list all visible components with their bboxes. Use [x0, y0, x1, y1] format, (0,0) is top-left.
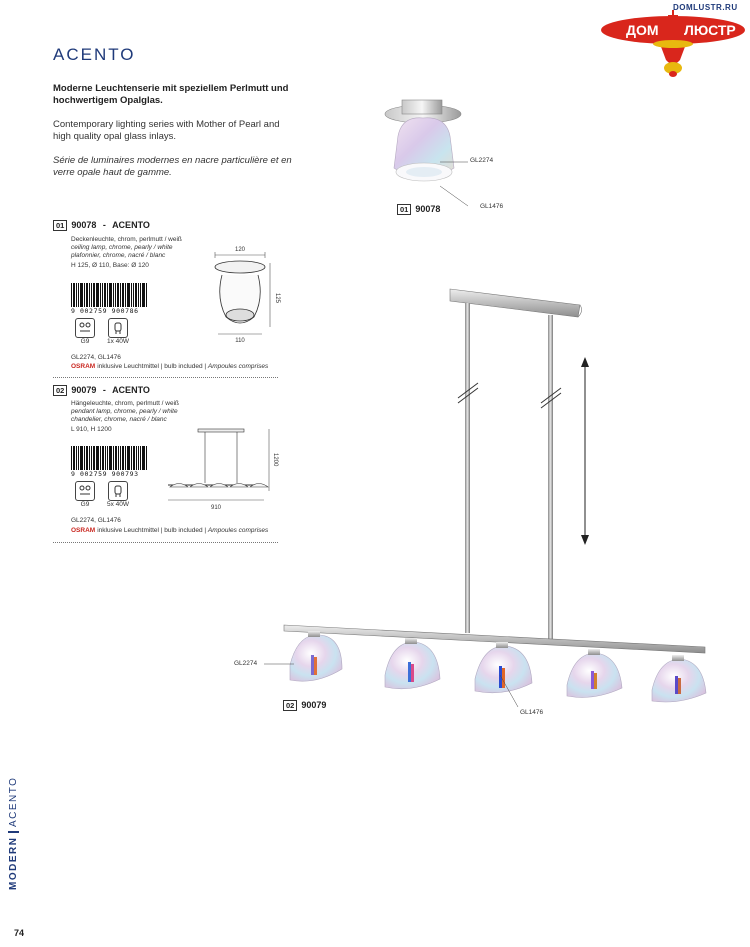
g9-socket-icon — [75, 318, 95, 338]
product-code: 90079 — [71, 385, 97, 395]
desc-fr: plafonnier, chrome, nacré / blanc — [71, 252, 166, 259]
dim-top-label: 120 — [234, 247, 246, 253]
osram-brand: OSRAM — [71, 363, 96, 370]
intro-german: Moderne Leuchtenserie mit speziellem Perlmutt und hochwertigem Opalglas. — [53, 83, 289, 106]
g9-socket-icon — [75, 481, 95, 501]
photo-code: 90079 — [301, 700, 327, 710]
glass-codes: GL2274, GL1476 — [71, 517, 121, 524]
desc-en: ceiling lamp, chrome, pearly / white — [71, 244, 173, 251]
sidebar-section-label — [8, 777, 19, 890]
osram-brand: OSRAM — [71, 527, 96, 534]
product-number-badge: 01 — [53, 220, 67, 231]
glass-codes: GL2274, GL1476 — [71, 354, 121, 361]
dim-side-label: 125 — [274, 293, 280, 304]
shade-5 — [652, 655, 706, 702]
product-block-01 — [53, 220, 278, 231]
product-heading — [53, 220, 278, 231]
dim-side-label: 1200 — [272, 453, 278, 467]
product-block-02 — [53, 385, 278, 396]
logo-site-url: DOMLUSTR.RU — [673, 3, 738, 12]
shade-4 — [567, 649, 622, 697]
osram-note: OSRAM inklusive Leuchtmittel | bulb included | Ampoules comprises — [71, 363, 269, 370]
socket-label: G9 — [80, 501, 90, 508]
barcode-02 — [71, 442, 148, 478]
divider — [53, 377, 278, 378]
product-name: ACENTO — [112, 385, 150, 395]
logo-word-2: ЛЮСТР — [684, 22, 736, 38]
bulb-label: 1x 40W — [106, 338, 130, 345]
heading-separator: - — [102, 385, 106, 395]
osram-note: OSRAM inklusive Leuchtmittel | bulb included | Ampoules comprises — [71, 527, 269, 534]
dim-bottom-label: 110 — [235, 338, 245, 344]
bulb-icon-wrap — [108, 318, 134, 345]
callout-lines-01 — [440, 140, 470, 210]
photo-number-badge: 01 — [397, 204, 411, 215]
desc-de: Hängeleuchte, chrom, perlmutt / weiß — [71, 400, 180, 407]
ceiling-lamp-photo — [380, 88, 490, 193]
product-01-details — [71, 236, 221, 270]
product-02-drawing — [160, 425, 280, 515]
socket-label: G9 — [80, 338, 90, 345]
barcode-01 — [71, 279, 148, 315]
socket-icon-wrap — [75, 481, 95, 508]
product-number-badge: 02 — [53, 385, 67, 396]
product-heading — [53, 385, 278, 396]
page-number: 74 — [14, 928, 25, 938]
series-name: ACENTO — [8, 776, 20, 828]
bulb-icon-wrap — [108, 481, 134, 508]
pendant-lamp-photo — [280, 285, 710, 705]
barcode-number: 9 002759 900793 — [71, 470, 139, 478]
desc-en: pendant lamp, chrome, pearly / white — [71, 408, 178, 415]
callout-gl2274: GL2274 — [234, 660, 258, 667]
dimensions-text: L 910, H 1200 — [71, 426, 112, 433]
socket-icon-wrap — [75, 318, 95, 345]
section-name: MODERN — [8, 836, 20, 890]
photo-number-badge: 02 — [283, 700, 297, 711]
logo-word-1: ДОМ — [626, 22, 659, 38]
dim-bottom-label: 910 — [210, 505, 222, 511]
barcode-bars — [71, 442, 148, 470]
desc-fr: chandelier, chrome, nacré / blanc — [71, 416, 167, 423]
callout-gl1476: GL1476 — [480, 203, 504, 210]
barcode-bars — [71, 279, 148, 307]
photo2-label — [283, 700, 326, 711]
product-code: 90078 — [71, 220, 97, 230]
divider — [53, 542, 278, 543]
photo1-label — [397, 204, 440, 215]
heading-separator: - — [102, 220, 106, 230]
callout-gl1476: GL1476 — [520, 709, 544, 716]
bulb-icon — [108, 481, 128, 501]
barcode-number: 9 002759 900786 — [71, 307, 139, 315]
desc-de: Deckenleuchte, chrom, perlmutt / weiß — [71, 236, 182, 243]
callout-gl2274: GL2274 — [470, 157, 494, 164]
bulb-label: 5x 40W — [106, 501, 130, 508]
bulb-icon — [108, 318, 128, 338]
dimensions-text: H 125, Ø 110, Base: Ø 120 — [71, 262, 149, 269]
product-01-drawing — [200, 243, 282, 345]
page-title: ACENTO — [53, 45, 136, 64]
product-name: ACENTO — [112, 220, 150, 230]
intro-french: Série de luminaires modernes en nacre particulière et en verre opale haut de gamme. — [53, 155, 292, 178]
photo-code: 90078 — [415, 204, 441, 214]
brand-logo — [598, 10, 748, 78]
intro-english: Contemporary lighting series with Mother of Pearl and high quality opal glass inlays. — [53, 119, 280, 142]
